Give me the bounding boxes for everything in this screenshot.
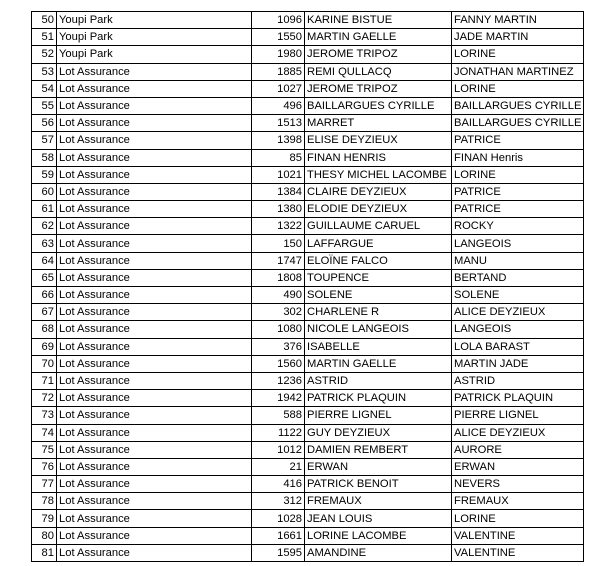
cell-number[interactable]: 72 bbox=[32, 390, 57, 407]
cell-winner-name[interactable]: MARTIN JADE bbox=[452, 355, 584, 372]
cell-number[interactable]: 69 bbox=[32, 338, 57, 355]
cell-winner-name[interactable]: BERTAND bbox=[452, 269, 584, 286]
cell-ticket-number[interactable]: 1122 bbox=[252, 424, 305, 441]
cell-ticket-number[interactable]: 1236 bbox=[252, 372, 305, 389]
cell-lot-name[interactable]: Lot Assurance bbox=[57, 527, 252, 544]
cell-ticket-number[interactable]: 1980 bbox=[252, 46, 305, 63]
cell-buyer-name[interactable]: CLAIRE DEYZIEUX bbox=[305, 183, 452, 200]
cell-number[interactable]: 52 bbox=[32, 46, 57, 63]
table-row bbox=[32, 476, 584, 493]
cell-lot-name[interactable]: Lot Assurance bbox=[57, 407, 252, 424]
cell-ticket-number[interactable]: 1380 bbox=[252, 201, 305, 218]
cell-buyer-name[interactable]: LORINE LACOMBE bbox=[305, 527, 452, 544]
cell-number[interactable]: 62 bbox=[32, 218, 57, 235]
cell-buyer-name[interactable]: PATRICK PLAQUIN bbox=[305, 390, 452, 407]
cell-lot-name[interactable]: Lot Assurance bbox=[57, 390, 252, 407]
cell-buyer-name[interactable]: BAILLARGUES CYRILLE bbox=[305, 97, 452, 114]
cell-ticket-number[interactable]: 1384 bbox=[252, 183, 305, 200]
cell-number[interactable]: 73 bbox=[32, 407, 57, 424]
cell-lot-name[interactable]: Lot Assurance bbox=[57, 183, 252, 200]
cell-buyer-name[interactable]: PATRICK BENOIT bbox=[305, 476, 452, 493]
cell-buyer-name[interactable]: LAFFARGUE bbox=[305, 235, 452, 252]
cell-ticket-number[interactable]: 1028 bbox=[252, 510, 305, 527]
cell-lot-name[interactable]: Lot Assurance bbox=[57, 235, 252, 252]
table-row bbox=[32, 407, 584, 424]
cell-winner-name[interactable]: FREMAUX bbox=[452, 493, 584, 510]
cell-ticket-number[interactable]: 1885 bbox=[252, 63, 305, 80]
cell-lot-name[interactable]: Lot Assurance bbox=[57, 252, 252, 269]
cell-winner-name[interactable]: ERWAN bbox=[452, 458, 584, 475]
cell-number[interactable]: 55 bbox=[32, 97, 57, 114]
cell-lot-name[interactable]: Lot Assurance bbox=[57, 63, 252, 80]
cell-number[interactable]: 80 bbox=[32, 527, 57, 544]
cell-winner-name[interactable]: PIERRE LIGNEL bbox=[452, 407, 584, 424]
cell-winner-name[interactable]: PATRICE bbox=[452, 183, 584, 200]
cell-winner-name[interactable]: ASTRID bbox=[452, 372, 584, 389]
cell-number[interactable]: 78 bbox=[32, 493, 57, 510]
cell-ticket-number[interactable]: 85 bbox=[252, 149, 305, 166]
cell-ticket-number[interactable]: 1027 bbox=[252, 80, 305, 97]
table-row bbox=[32, 252, 584, 269]
cell-winner-name[interactable]: AURORE bbox=[452, 441, 584, 458]
cell-buyer-name[interactable]: CHARLENE R bbox=[305, 304, 452, 321]
cell-lot-name[interactable]: Lot Assurance bbox=[57, 441, 252, 458]
cell-ticket-number[interactable]: 1550 bbox=[252, 29, 305, 46]
table-row bbox=[32, 183, 584, 200]
cell-number[interactable]: 59 bbox=[32, 166, 57, 183]
table-row bbox=[32, 287, 584, 304]
cell-lot-name[interactable]: Lot Assurance bbox=[57, 115, 252, 132]
cell-number[interactable]: 50 bbox=[32, 12, 57, 29]
cell-buyer-name[interactable]: FINAN HENRIS bbox=[305, 149, 452, 166]
cell-number[interactable]: 71 bbox=[32, 372, 57, 389]
table-row bbox=[32, 12, 584, 29]
cell-number[interactable]: 65 bbox=[32, 269, 57, 286]
cell-lot-name[interactable]: Lot Assurance bbox=[57, 166, 252, 183]
table-row bbox=[32, 132, 584, 149]
table-row bbox=[32, 441, 584, 458]
table-row bbox=[32, 338, 584, 355]
cell-lot-name[interactable]: Lot Assurance bbox=[57, 201, 252, 218]
cell-lot-name[interactable]: Lot Assurance bbox=[57, 321, 252, 338]
table-row bbox=[32, 355, 584, 372]
cell-winner-name[interactable]: PATRICK PLAQUIN bbox=[452, 390, 584, 407]
table-row bbox=[32, 149, 584, 166]
table-row bbox=[32, 235, 584, 252]
cell-ticket-number[interactable]: 1747 bbox=[252, 252, 305, 269]
table-row bbox=[32, 97, 584, 114]
cell-ticket-number[interactable]: 376 bbox=[252, 338, 305, 355]
cell-lot-name[interactable]: Youpi Park bbox=[57, 12, 252, 29]
cell-lot-name[interactable]: Lot Assurance bbox=[57, 424, 252, 441]
cell-buyer-name[interactable]: THESY MICHEL LACOMBE bbox=[305, 166, 452, 183]
cell-number[interactable]: 67 bbox=[32, 304, 57, 321]
cell-buyer-name[interactable]: JEROME TRIPOZ bbox=[305, 80, 452, 97]
table-row bbox=[32, 321, 584, 338]
cell-buyer-name[interactable]: KARINE BISTUE bbox=[305, 12, 452, 29]
cell-winner-name[interactable]: JONATHAN MARTINEZ bbox=[452, 63, 584, 80]
cell-ticket-number[interactable]: 496 bbox=[252, 97, 305, 114]
cell-ticket-number[interactable]: 1398 bbox=[252, 132, 305, 149]
cell-number[interactable]: 63 bbox=[32, 235, 57, 252]
table-row bbox=[32, 424, 584, 441]
table-row bbox=[32, 527, 584, 544]
cell-winner-name[interactable]: SOLENE bbox=[452, 287, 584, 304]
cell-lot-name[interactable]: Lot Assurance bbox=[57, 269, 252, 286]
cell-buyer-name[interactable]: ELOÏNE FALCO bbox=[305, 252, 452, 269]
cell-number[interactable]: 79 bbox=[32, 510, 57, 527]
cell-winner-name[interactable]: ALICE DEYZIEUX bbox=[452, 424, 584, 441]
cell-buyer-name[interactable]: ELODIE DEYZIEUX bbox=[305, 201, 452, 218]
cell-lot-name[interactable]: Lot Assurance bbox=[57, 476, 252, 493]
cell-lot-name[interactable]: Youpi Park bbox=[57, 29, 252, 46]
table-row bbox=[32, 166, 584, 183]
cell-buyer-name[interactable]: DAMIEN REMBERT bbox=[305, 441, 452, 458]
cell-ticket-number[interactable]: 1560 bbox=[252, 355, 305, 372]
cell-buyer-name[interactable]: MARRET bbox=[305, 115, 452, 132]
cell-number[interactable]: 64 bbox=[32, 252, 57, 269]
cell-ticket-number[interactable]: 1661 bbox=[252, 527, 305, 544]
table-row bbox=[32, 46, 584, 63]
cell-lot-name[interactable]: Lot Assurance bbox=[57, 544, 252, 561]
cell-buyer-name[interactable]: ASTRID bbox=[305, 372, 452, 389]
cell-buyer-name[interactable]: JEAN LOUIS bbox=[305, 510, 452, 527]
cell-winner-name[interactable]: LOLA BARAST bbox=[452, 338, 584, 355]
cell-ticket-number[interactable]: 1808 bbox=[252, 269, 305, 286]
cell-number[interactable]: 76 bbox=[32, 458, 57, 475]
cell-lot-name[interactable]: Lot Assurance bbox=[57, 132, 252, 149]
cell-ticket-number[interactable]: 416 bbox=[252, 476, 305, 493]
cell-winner-name[interactable]: ALICE DEYZIEUX bbox=[452, 304, 584, 321]
cell-buyer-name[interactable]: GUY DEYZIEUX bbox=[305, 424, 452, 441]
cell-ticket-number[interactable]: 1322 bbox=[252, 218, 305, 235]
cell-lot-name[interactable]: Lot Assurance bbox=[57, 510, 252, 527]
cell-number[interactable]: 68 bbox=[32, 321, 57, 338]
cell-winner-name[interactable]: MANU bbox=[452, 252, 584, 269]
cell-ticket-number[interactable]: 312 bbox=[252, 493, 305, 510]
cell-number[interactable]: 75 bbox=[32, 441, 57, 458]
table-row bbox=[32, 544, 584, 561]
cell-number[interactable]: 58 bbox=[32, 149, 57, 166]
cell-winner-name[interactable]: PATRICE bbox=[452, 201, 584, 218]
cell-ticket-number[interactable]: 1021 bbox=[252, 166, 305, 183]
table-row bbox=[32, 201, 584, 218]
cell-ticket-number[interactable]: 150 bbox=[252, 235, 305, 252]
cell-number[interactable]: 81 bbox=[32, 544, 57, 561]
cell-ticket-number[interactable]: 302 bbox=[252, 304, 305, 321]
cell-lot-name[interactable]: Lot Assurance bbox=[57, 493, 252, 510]
cell-lot-name[interactable]: Lot Assurance bbox=[57, 80, 252, 97]
cell-winner-name[interactable]: JADE MARTIN bbox=[452, 29, 584, 46]
cell-winner-name[interactable]: BAILLARGUES CYRILLE bbox=[452, 115, 584, 132]
cell-buyer-name[interactable]: ELISE DEYZIEUX bbox=[305, 132, 452, 149]
cell-winner-name[interactable]: NEVERS bbox=[452, 476, 584, 493]
cell-number[interactable]: 61 bbox=[32, 201, 57, 218]
cell-buyer-name[interactable]: MARTIN GAELLE bbox=[305, 355, 452, 372]
cell-buyer-name[interactable]: PIERRE LIGNEL bbox=[305, 407, 452, 424]
cell-ticket-number[interactable]: 1096 bbox=[252, 12, 305, 29]
cell-winner-name[interactable]: LORINE bbox=[452, 166, 584, 183]
table-row bbox=[32, 269, 584, 286]
cell-ticket-number[interactable]: 490 bbox=[252, 287, 305, 304]
cell-buyer-name[interactable]: REMI QULLACQ bbox=[305, 63, 452, 80]
cell-buyer-name[interactable]: FREMAUX bbox=[305, 493, 452, 510]
cell-ticket-number[interactable]: 1513 bbox=[252, 115, 305, 132]
table-row bbox=[32, 218, 584, 235]
cell-lot-name[interactable]: Lot Assurance bbox=[57, 304, 252, 321]
table-row bbox=[32, 304, 584, 321]
cell-winner-name[interactable]: LORINE bbox=[452, 80, 584, 97]
cell-winner-name[interactable]: VALENTINE bbox=[452, 544, 584, 561]
cell-lot-name[interactable]: Lot Assurance bbox=[57, 97, 252, 114]
cell-buyer-name[interactable]: MARTIN GAELLE bbox=[305, 29, 452, 46]
cell-number[interactable]: 74 bbox=[32, 424, 57, 441]
cell-winner-name[interactable]: PATRICE bbox=[452, 132, 584, 149]
cell-lot-name[interactable]: Lot Assurance bbox=[57, 355, 252, 372]
table-row bbox=[32, 390, 584, 407]
cell-winner-name[interactable]: FINAN Henris bbox=[452, 149, 584, 166]
cell-number[interactable]: 54 bbox=[32, 80, 57, 97]
cell-number[interactable]: 57 bbox=[32, 132, 57, 149]
cell-lot-name[interactable]: Lot Assurance bbox=[57, 338, 252, 355]
table-row bbox=[32, 458, 584, 475]
cell-number[interactable]: 51 bbox=[32, 29, 57, 46]
cell-winner-name[interactable]: LORINE bbox=[452, 510, 584, 527]
table-row bbox=[32, 29, 584, 46]
cell-buyer-name[interactable]: NICOLE LANGEOIS bbox=[305, 321, 452, 338]
cell-ticket-number[interactable]: 1942 bbox=[252, 390, 305, 407]
table-row bbox=[32, 510, 584, 527]
cell-buyer-name[interactable]: GUILLAUME CARUEL bbox=[305, 218, 452, 235]
cell-ticket-number[interactable]: 21 bbox=[252, 458, 305, 475]
cell-winner-name[interactable]: VALENTINE bbox=[452, 527, 584, 544]
cell-buyer-name[interactable]: SOLENE bbox=[305, 287, 452, 304]
cell-buyer-name[interactable]: JEROME TRIPOZ bbox=[305, 46, 452, 63]
cell-buyer-name[interactable]: ERWAN bbox=[305, 458, 452, 475]
cell-ticket-number[interactable]: 588 bbox=[252, 407, 305, 424]
cell-buyer-name[interactable]: TOUPENCE bbox=[305, 269, 452, 286]
cell-lot-name[interactable]: Lot Assurance bbox=[57, 372, 252, 389]
cell-lot-name[interactable]: Lot Assurance bbox=[57, 458, 252, 475]
cell-winner-name[interactable]: LORINE bbox=[452, 46, 584, 63]
cell-winner-name[interactable]: LANGEOIS bbox=[452, 235, 584, 252]
table-row bbox=[32, 493, 584, 510]
cell-lot-name[interactable]: Lot Assurance bbox=[57, 287, 252, 304]
cell-lot-name[interactable]: Lot Assurance bbox=[57, 218, 252, 235]
cell-number[interactable]: 56 bbox=[32, 115, 57, 132]
cell-number[interactable]: 60 bbox=[32, 183, 57, 200]
cell-lot-name[interactable]: Lot Assurance bbox=[57, 149, 252, 166]
cell-ticket-number[interactable]: 1595 bbox=[252, 544, 305, 561]
cell-buyer-name[interactable]: AMANDINE bbox=[305, 544, 452, 561]
cell-winner-name[interactable]: ROCKY bbox=[452, 218, 584, 235]
cell-winner-name[interactable]: FANNY MARTIN bbox=[452, 12, 584, 29]
cell-buyer-name[interactable]: ISABELLE bbox=[305, 338, 452, 355]
table-row bbox=[32, 372, 584, 389]
cell-number[interactable]: 66 bbox=[32, 287, 57, 304]
cell-number[interactable]: 70 bbox=[32, 355, 57, 372]
cell-ticket-number[interactable]: 1012 bbox=[252, 441, 305, 458]
table-row bbox=[32, 115, 584, 132]
cell-lot-name[interactable]: Youpi Park bbox=[57, 46, 252, 63]
table-row bbox=[32, 80, 584, 97]
table-row bbox=[32, 63, 584, 80]
cell-number[interactable]: 77 bbox=[32, 476, 57, 493]
cell-number[interactable]: 53 bbox=[32, 63, 57, 80]
table-body bbox=[32, 12, 584, 562]
cell-winner-name[interactable]: LANGEOIS bbox=[452, 321, 584, 338]
cell-winner-name[interactable]: BAILLARGUES CYRILLE bbox=[452, 97, 584, 114]
cell-ticket-number[interactable]: 1080 bbox=[252, 321, 305, 338]
spreadsheet-table bbox=[31, 11, 584, 562]
